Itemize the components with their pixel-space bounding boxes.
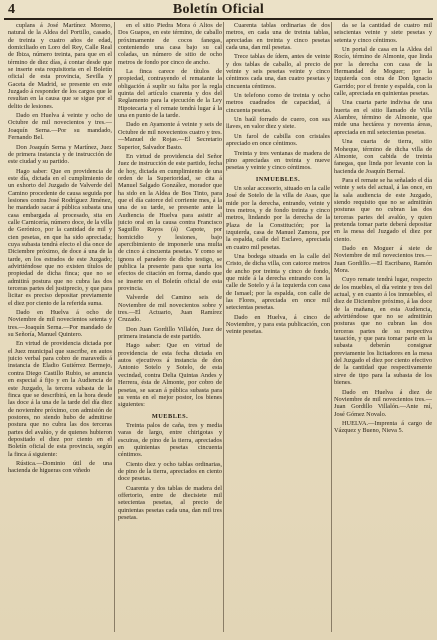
- column-divider: [331, 22, 332, 632]
- paragraph: Treinta palos de caña, tres y media varas de largo, entre chirigotas y escuiras, de pino de la tierra, apreciados en quinientas pesetas cincuenta céntimos.: [118, 421, 222, 459]
- paragraph: cuplans á José Martínez Moreno, natural de la Aldea del Portillo, casado, de treinta y cuatro años de edad, domiciliado en Loro del Rey, Calle Real de Ibiza, número treinta, para que en el término de diez días, á contar desde que se inserte esta requisitoria en el Boletín oficial de esta provincia, Sevilla y Gaceta de Madrid, se presente en este Juzgado á responder de los cargos que le resultan en la causa que se sigue por el delito de lesiones.: [8, 22, 112, 110]
- paragraph: Una cuarta de tierra, sitio Moheque, término de dicha villa de Almonte, con cabida de treinta fanegas, que linda por levante con la hacienda de Joaquín Bernal.: [334, 138, 432, 175]
- paragraph: Don Juan Gordillo Villalón, Juez de primera instancia de este partido.: [118, 325, 222, 341]
- column-4: [334, 22, 432, 632]
- paragraph: Un baúl forrado de cuero, con sus llaves, en valor diez y siete.: [226, 116, 330, 131]
- paragraph: INMUEBLES.: [255, 175, 301, 183]
- paragraph: Para el remate se ha señalado el día veinte y seis del actual, á las once, en la sala audiencia de este Juzgado, siendo requisito que no se admitirán posturas que no cubran las dos terceras partes del avalúo, y quien pretenda tomar parte deberá depositar en la mesa del Juzgado el diez por ciento.: [334, 176, 432, 243]
- paragraph: Un farol de cabilla con cristales apreciado en once céntimos.: [226, 132, 330, 148]
- paragraph: Un telefono como de treinta y ocho metros cuadrados de capacidad, á cincuenta pesetas.: [226, 92, 330, 114]
- paragraph: Un portal de casa en la Aldea del Rocío, término de Almonte, que linda por la derecha con casa de la Hermandad de Moguer; por la izquierda con otra de Don Ignacio Garrido; por el frente y espalda, con la calle, apreciada en quinientas pesetas.: [334, 46, 432, 98]
- page-title: Boletín Oficial: [172, 2, 265, 17]
- paragraph: Una bodega situada en la calle del Cristo, de dicha villa, con catorce metros de ancho por treinta y cinco de fondo, que mide á la derecha entrando con la calle de Sotelo y á la izquierda con casa de Ismael; por la espalda, con calle de las Flores, apreciada en once mil setecientas pesetas.: [226, 252, 330, 312]
- paragraph: Una cuarta parte indivisa de una huerta en el sitio llamado de Villa Alambre, término de Almonte, que mide una hectárea y noventa áreas, apreciada en mil setecientas pesetas.: [334, 99, 432, 136]
- paragraph: Cuarenta tablas ordinarias de dos metros, en cada una de treinta tablas, apreciadas en treinta y cinco pesetas cada una, dan mil pesetas.: [226, 22, 330, 52]
- paragraph: Dado en Huelva á veinte y ocho de Octubre de mil novecientos y tres.—Joaquín Serna.—Por su mandado, Fernando Bel.: [8, 112, 112, 142]
- column-3: [226, 22, 330, 632]
- page-header: [4, 2, 433, 18]
- paragraph: HUELVA.—Imprenta á cargo de Vázquez y Bueno, Nieva 5.: [334, 419, 432, 435]
- paragraph: MUEBLES.: [151, 412, 189, 420]
- paragraph: Hago saber: Que en virtud de providencia de esta fecha dictada en autos ejecutivos á instancia de don Antonio Sotelo y Sotelo, de esta vecindad, contra Delia Quintas Andes y Herrera, ésta de Almonte, por cobro de pesetas, se sacan á pública subasta para su venta en el mejor postor, los bienes siguientes:: [118, 342, 222, 409]
- paragraph: Ciento diez y ocho tablas ordinarias, de pino de la tierra, apreciados en ciento doce pesetas.: [118, 460, 222, 483]
- paragraph: En virtud de providencia dictada por el Juez municipal que suscribe, en autos juicio verbal para cobro de maravedís á instancia de Eladio Gutiérrez Bermejo, contra Diego Castillo Rubio, se anuncia en especial á fijo y en la Audiencia de este Juzgado, la tercera subasta de la finca que se describirá, en la hora desde las doce á la una de la tarde del día diez de noviembre próximo, con admisión de postores, no siendo hubo de admitirse postura que no cubra las dos terceras partes del avalúo, y de quienes hubieron depositado el diez por ciento en el Boletín oficial de esta provincia, según la finca á siguiente:: [8, 340, 112, 458]
- paragraph: En virtud de providencia del Señor Juez de instrucción de este partido, fecha de hoy, dictada en cumplimiento de una orden de la Superioridad, se cita á Manuel Salgado González, morador que ha sido en la Aldea de Bos Tinto, para que el día catorce del corriente mes, á la una de su tarde, se presente ante la Audiencia de Huelva para asistir al juicio oral en la causa contra Francisco Saguillo Rayos (á) Capote, por homicidio y lesiones, bajo apercibimiento de imponerle una multa de cinco á cincuenta pesetas. Y como se ignora el paradero de dicho testigo, se publica la presente para que surta los efectos de citación en forma, dando que se inserte en el Boletín oficial de esta provincia.: [118, 152, 222, 293]
- paragraph: Valverde del Camino seis de Noviembre de mil novecientos sobre y tres.—El Actuario, Juan Ramírez Cruzado.: [118, 294, 222, 324]
- paragraph: Rústica.—Dominio útil de una hacienda de higueras con viñedo: [8, 459, 112, 475]
- column-divider: [223, 22, 224, 632]
- paragraph: da se la cantidad de cuatro mil seiscientas veinte y siete pesetas y setenta y cinco céntimos.: [334, 22, 432, 44]
- column-divider: [114, 22, 115, 632]
- paragraph: Treinta y tres ventanas de madera de pino apreciadas en treinta y nueve pesetas y veinte y cinco céntimos.: [226, 149, 330, 172]
- paragraph: Dado en Huelva á diez de Noviembre de mil novecientos tres.—Juan Gordillo Villalón.—Ante mí, José Gómez Novalo.: [334, 388, 432, 418]
- paragraph: Cuarenta y dos tablas de madera del offertorio, entre de diecisiete mil setecientas pesetas, al precio de quinientas pesetas cada una, dan mil tres pesetas.: [118, 484, 222, 521]
- paragraph: Dado en Ayamonte á veinte y seis de Octubre de mil novecientos cuatro y tres.—Manuel de Rojas.—El Secretario Superior, Salvador Basto.: [118, 121, 222, 151]
- paragraph: en el sitio Piedra Mora ó Altos de Dos Guapos, en este término, de caballo próximamente de cocos fanegas, conteniendo una casa bajo su cal coladas, un número de sitio de ocho metros de fondo por cinco de ancho.: [118, 22, 222, 66]
- paragraph: Don Joaquín Serna y Martínez, Juez de primera instancia y de instrucción de este ciudad y su partido.: [8, 143, 112, 166]
- paragraph: La finca carece de títulos de propiedad, contrayendo el rematante la obligación á suplir su falta por la regla quinta del artículo cuarenta y dos del Reglamento para la ejecución de la Ley Hipotecaria y el remate tendrá lugar á la una en punto de la tarde.: [118, 68, 222, 120]
- column-1: [8, 22, 112, 632]
- paragraph: Dado en Huelva á ocho de Noviembre de mil novecientos setenta y tres.—Joaquín Serna.—Por mandado de su Señoría, Manuel Quintero.: [8, 309, 112, 339]
- header-rule: [4, 18, 433, 20]
- paragraph: Un solar accesorio, situado en la calle José de Sotelo de la villa de Asas, que mide por la derecha, entrando, veinte y tres metros, y de fondo treinta y cinco metros, lindando por la derecha de la Plaza de la Constitución; por la izquierda, casa de Manuel Zamora, por la espalda, calle del Esclavo, apreciada en cuatro mil pesetas.: [226, 184, 330, 251]
- column-2: [118, 22, 222, 632]
- paragraph: Dado en Moguer á siete de Noviembre de mil novecientos tres.—Juan Gordillo.—El Escribano, Ramón Mora.: [334, 244, 432, 274]
- page-number: 4: [8, 2, 15, 17]
- paragraph: Cuyo remate tendrá lugar, respecto de los muebles, el día veinte y tres del actual, y en cuanto á los inmuebles, el diez de Diciembre próximo, á las doce de la mañana, en esta Audiencia, advirtiéndose que no se admitirán posturas que no cubran las dos terceras partes de su respectiva tasación, y que para tomar parte en la subasta deberán consignar previamente los licitadores en la mesa del Juzgado el diez por ciento efectivo de la cantidad que respectivamente sirve de tipo para la subasta de los bienes.: [334, 276, 432, 387]
- paragraph: Trece tablas de ídem, antes de veinte y dos tablas de caballo, al precio de veinte y seis pesetas veinte y cinco céntimos cada una, dan cuatro pesetas y cincuenta céntimos.: [226, 53, 330, 90]
- paragraph: Hago saber: Que en providencia de este día, dictada en el cumplimiento de un exhorto del Juzgado de Valverde del Camino procedente de causa seguida por lesiones contra José Rodríguez Jiménez, he mandado sacar á pública subasta una casa embargada al procesado, sita en calle Carnicería, número doce, de la villa de Gerónico, por la cantidad de mil y cien pesetas, en que ha sido apreciada; cuya subasta tendrá efecto el día once de Diciembre próximo, de doce á una de la tarde, en los estrados de este Juzgado; advirtiéndose que no existen títulos de propiedad de dicha finca; que no se admitirá postura que no cubra las dos terceras partes del justiprecio, y que para licitar es preciso depositar previamente el diez por ciento de la referida suma.: [8, 167, 112, 307]
- paragraph: Dado en Huelva, á cinco de Noviembre, y para esta publicación, con veinte pesetas.: [226, 313, 330, 336]
